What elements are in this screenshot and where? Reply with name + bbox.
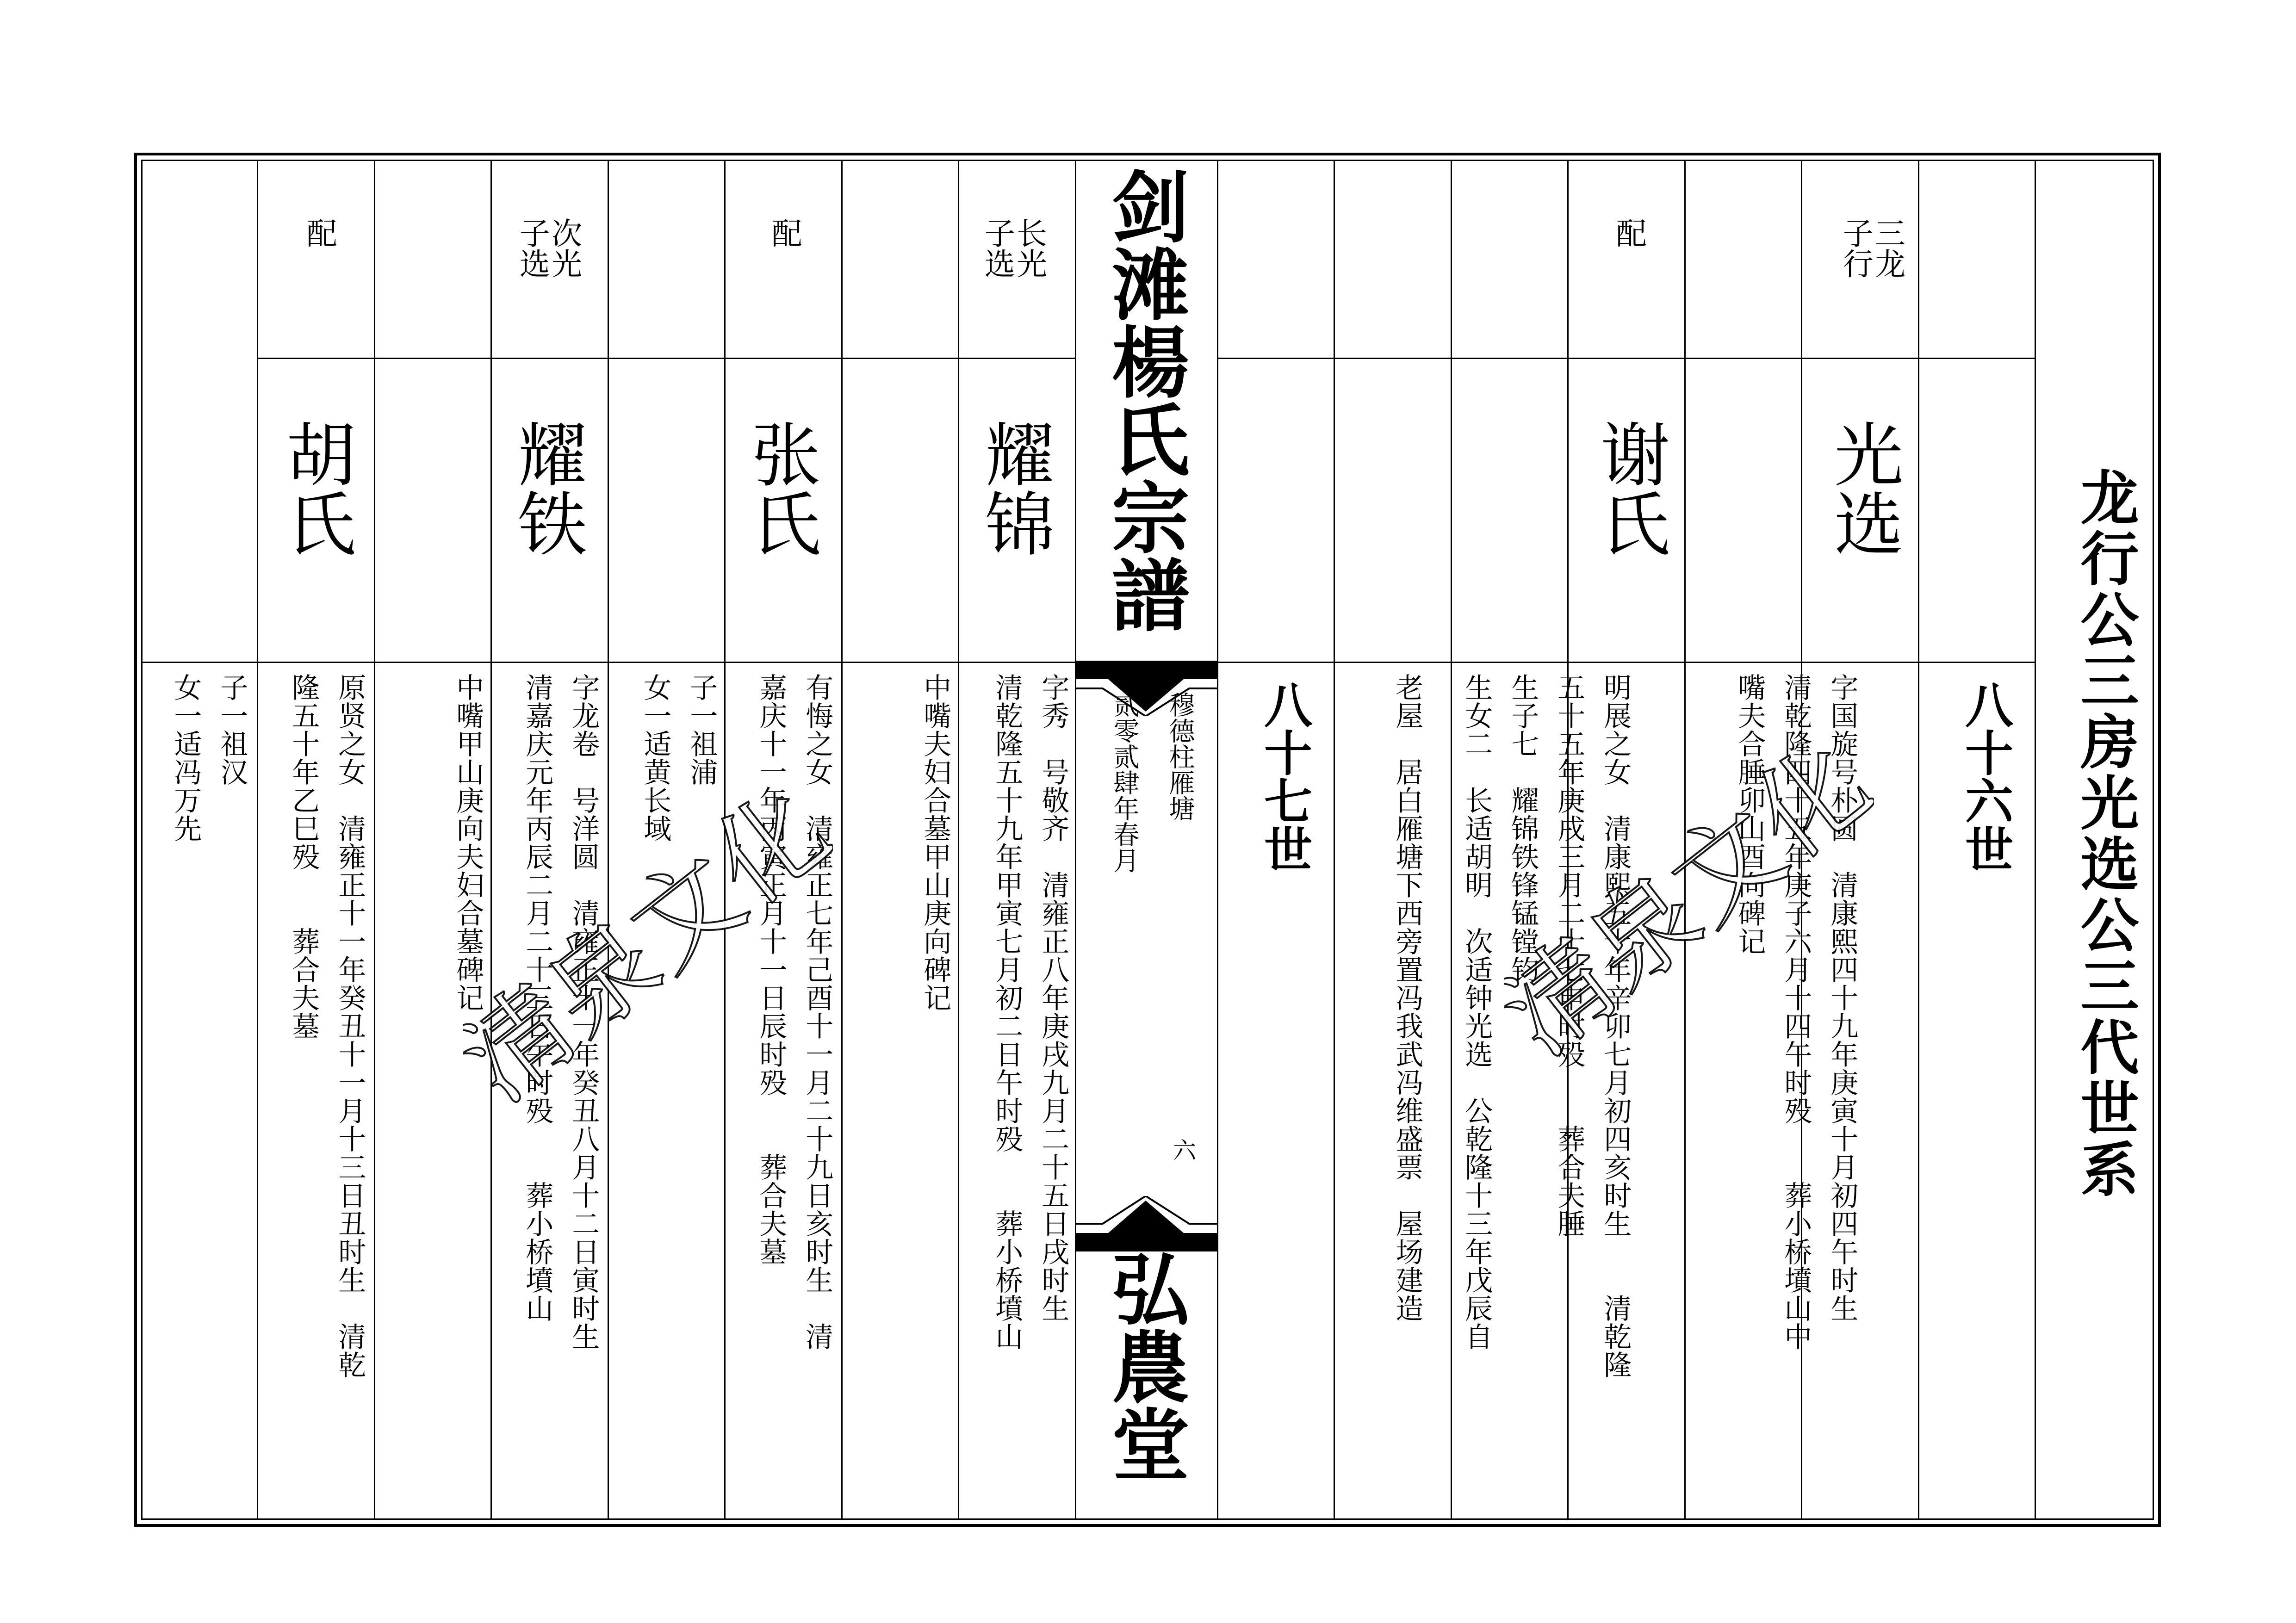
column-rule [1451, 160, 1452, 1520]
column-rule [1075, 160, 1076, 1520]
generation-87-heading: 八十七世 [1256, 680, 1313, 873]
person-name: 耀锦 [973, 419, 1054, 558]
column-rule [841, 160, 843, 1520]
bio-line: 字国旋号朴圆 清康熙四十九年庚寅十月初四午时生 [1826, 673, 1859, 1322]
column-rule [257, 160, 258, 1520]
bio-line: 有悔之女 清雍正七年己酉十一月二十九日亥时生 清 [801, 673, 834, 1350]
bio-line: 女一适冯万先 [169, 673, 202, 842]
row-rule [1217, 358, 2035, 359]
person-name: 耀铁 [506, 419, 586, 558]
bio-line: 子一祖浦 [685, 673, 718, 786]
person-name: 光选 [1822, 419, 1903, 558]
bio-line: 中嘴夫妇合墓甲山庚向碑记 [919, 673, 952, 1012]
person-name: 胡氏 [274, 419, 355, 558]
role-label: 配 [301, 217, 337, 248]
column-rule [1918, 160, 1919, 1520]
column-rule [2035, 160, 2036, 1520]
bio-line: 嘉庆十一年丙寅正月十一日辰时殁 葬合夫墓 [755, 673, 788, 1266]
spine-notch-bottom [1075, 1196, 1217, 1251]
bio-line: 字秀 号敬齐 清雍正八年庚戌九月二十五日戌时生 [1037, 673, 1070, 1322]
bio-line: 嘴夫合腄卯山酉向碑记 [1733, 673, 1766, 955]
watermark-text: 清泉文化 [463, 787, 833, 1110]
generation-86-heading: 八十六世 [1957, 680, 2014, 873]
page-number: 六 [1169, 1138, 1196, 1161]
watermark [463, 787, 833, 1110]
bio-line: 老屋 居白雁塘下西旁置冯我武冯维盛票 屋场建造 [1391, 673, 1424, 1322]
bio-line: 清乾隆四十五年庚子六月十四午时殁 葬小桥墳山中 [1780, 673, 1812, 1350]
role-label: 长光 子选 [979, 217, 1047, 279]
person-name: 谢氏 [1589, 419, 1669, 558]
person-name: 张氏 [739, 419, 820, 558]
role-label: 配 [1611, 217, 1647, 248]
bio-line: 隆五十年乙巳殁 葬合夫墓 [287, 673, 320, 1040]
bio-line: 子一祖汉 [216, 673, 248, 786]
column-rule [374, 160, 375, 1520]
bio-line: 女一适黄长域 [639, 673, 672, 842]
spine-hall-name: 弘農堂 [1099, 1249, 1191, 1482]
role-label: 次光 子选 [514, 217, 582, 279]
bio-line: 清乾隆五十九年甲寅七月初二日午时殁 葬小桥墳山 [991, 673, 1024, 1350]
bio-line: 生女二 长适胡明 次适钟光选 公乾隆十三年戊辰自 [1460, 673, 1493, 1350]
column-rule [958, 160, 959, 1520]
page-title: 龙行公三房光选公三代世系 [2071, 467, 2140, 1200]
bio-line: 明展之女 清康熙五十年辛卯七月初四亥时生 清乾隆 [1599, 673, 1632, 1379]
bio-line: 原贤之女 清雍正十一年癸丑十一月十三日丑时生 清乾 [334, 673, 366, 1379]
column-rule [1217, 160, 1218, 1520]
spine-source: 穆德柱雁塘 [1165, 692, 1195, 821]
spine-date: 贰零贰肆年春月 [1109, 692, 1140, 873]
role-label: 配 [766, 217, 802, 248]
bio-line: 清嘉庆元年丙辰二月二十三日午时殁 葬小桥墳山 [521, 673, 554, 1322]
bio-line: 五十五年庚戌三月二十七申时殁 葬合夫腄 [1553, 673, 1586, 1238]
bio-line: 生子七 耀锦铁锋锰镗钧 [1507, 673, 1539, 984]
watermark-text: 清泉文化 [1504, 740, 1874, 1064]
bio-line: 字龙卷 号洋圆 清雍正十一年癸丑八月十二日寅时生 [567, 673, 600, 1350]
row-rule [257, 358, 1075, 359]
role-label: 三龙 子行 [1837, 217, 1905, 279]
column-rule [1334, 160, 1335, 1520]
bio-line: 中嘴甲山庚向夫妇合墓碑记 [452, 673, 484, 1012]
watermark [1504, 740, 1874, 1064]
spine-title: 剑滩楊氏宗譜 [1099, 167, 1191, 633]
